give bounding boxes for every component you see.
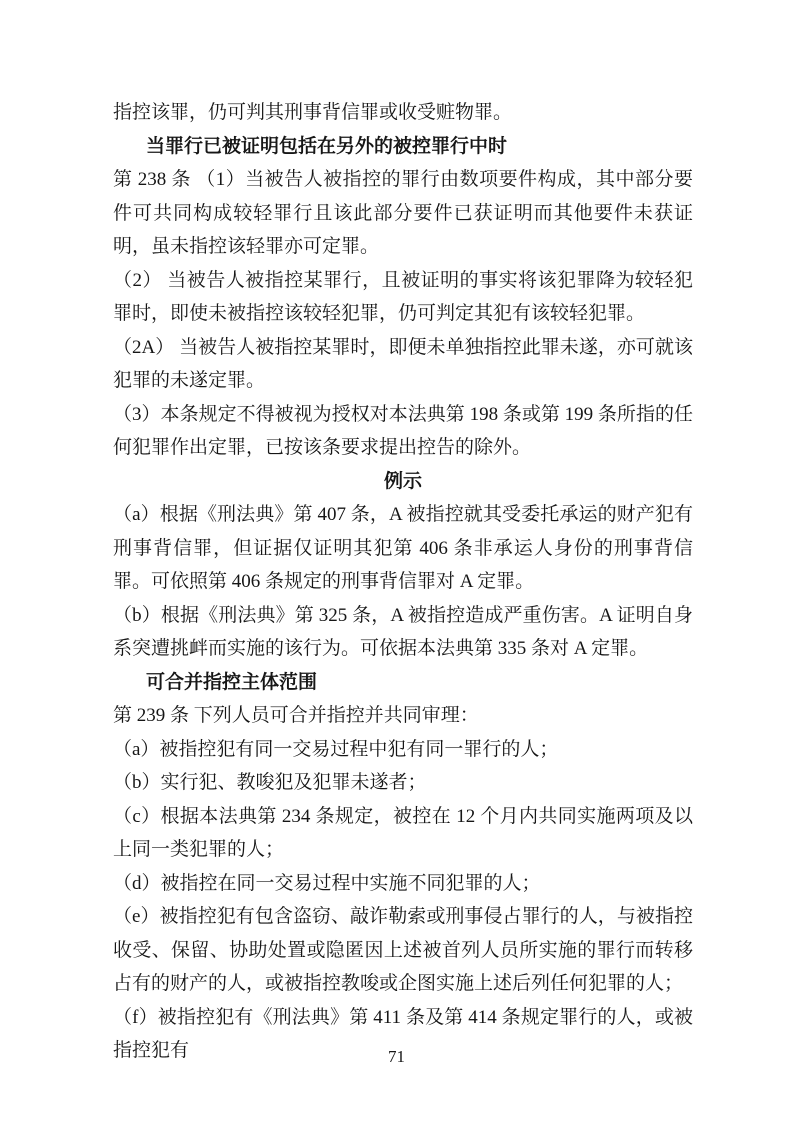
- section-239-intro: 第 239 条 下列人员可合并指控并共同审理：: [113, 705, 479, 726]
- section-239-item-d: （d）被指控在同一交易过程中实施不同犯罪的人；: [113, 872, 541, 894]
- illustration-a: （a）根据《刑法典》第 407 条，A 被指控就其受委托承运的财产犯有刑事背信罪，但证据仅证明其犯第 406 条非承运人身份的刑事背信罪。可依照第 406 条规定的刑事背信罪对 A 定罪。: [113, 504, 693, 592]
- section-239-item-f: （f）被指控犯有《刑法典》第 411 条及第 414 条规定罪行的人，或被指控犯有: [113, 1006, 693, 1061]
- illustration-b: （b）根据《刑法典》第 325 条，A 被指控造成严重伤害。A 证明自身系突遭挑衅而实施的该行为。可依据本法典第 335 条对 A 定罪。: [113, 604, 693, 659]
- heading-illustrations: 例示: [383, 470, 422, 492]
- section-238-clause-2: （2） 当被告人被指控某罪行，且被证明的事实将该犯罪降为较轻犯罪时，即使未被指控该较轻犯罪，仍可判定其犯有该较轻犯罪。: [113, 269, 693, 324]
- page-number: 71: [388, 1047, 405, 1066]
- heading-offence-proved-included: 当罪行已被证明包括在另外的被控罪行中时: [146, 135, 508, 157]
- section-239-item-b: （b）实行犯、教唆犯及犯罪未遂者；: [113, 772, 427, 793]
- heading-joint-charges-scope: 可合并指控主体范围: [146, 671, 318, 693]
- section-239-item-c: （c）根据本法典第 234 条规定，被控在 12 个月内共同实施两项及以上同一类犯罪的人；: [113, 805, 693, 860]
- section-238-clause-2a: （2A） 当被告人被指控某罪时，即便未单独指控此罪未遂，亦可就该犯罪的未遂定罪。: [113, 336, 693, 391]
- continuation-paragraph: 指控该罪，仍可判其刑事背信罪或收受赃物罪。: [113, 102, 513, 123]
- document-body: [113, 96, 693, 1068]
- section-239-item-e: （e）被指控犯有包含盗窃、敲诈勒索或刑事侵占罪行的人，与被指控收受、保留、协助处置或隐匿因上述被首列人员所实施的罪行而转移占有的财产的人，或被指控教唆或企图实施上述后列任何犯罪的人；: [113, 906, 693, 994]
- section-238-clause-3: （3）本条规定不得被视为授权对本法典第 198 条或第 199 条所指的任何犯罪作出定罪，已按该条要求提出控告的除外。: [113, 403, 693, 458]
- section-239-item-a: （a）被指控犯有同一交易过程中犯有同一罪行的人；: [113, 738, 559, 760]
- section-238-clause-1: 第 238 条 （1）当被告人被指控的罪行由数项要件构成，其中部分要件可共同构成较轻罪行且该此部分要件已获证明而其他要件未获证明，虽未指控该轻罪亦可定罪。: [113, 169, 693, 257]
